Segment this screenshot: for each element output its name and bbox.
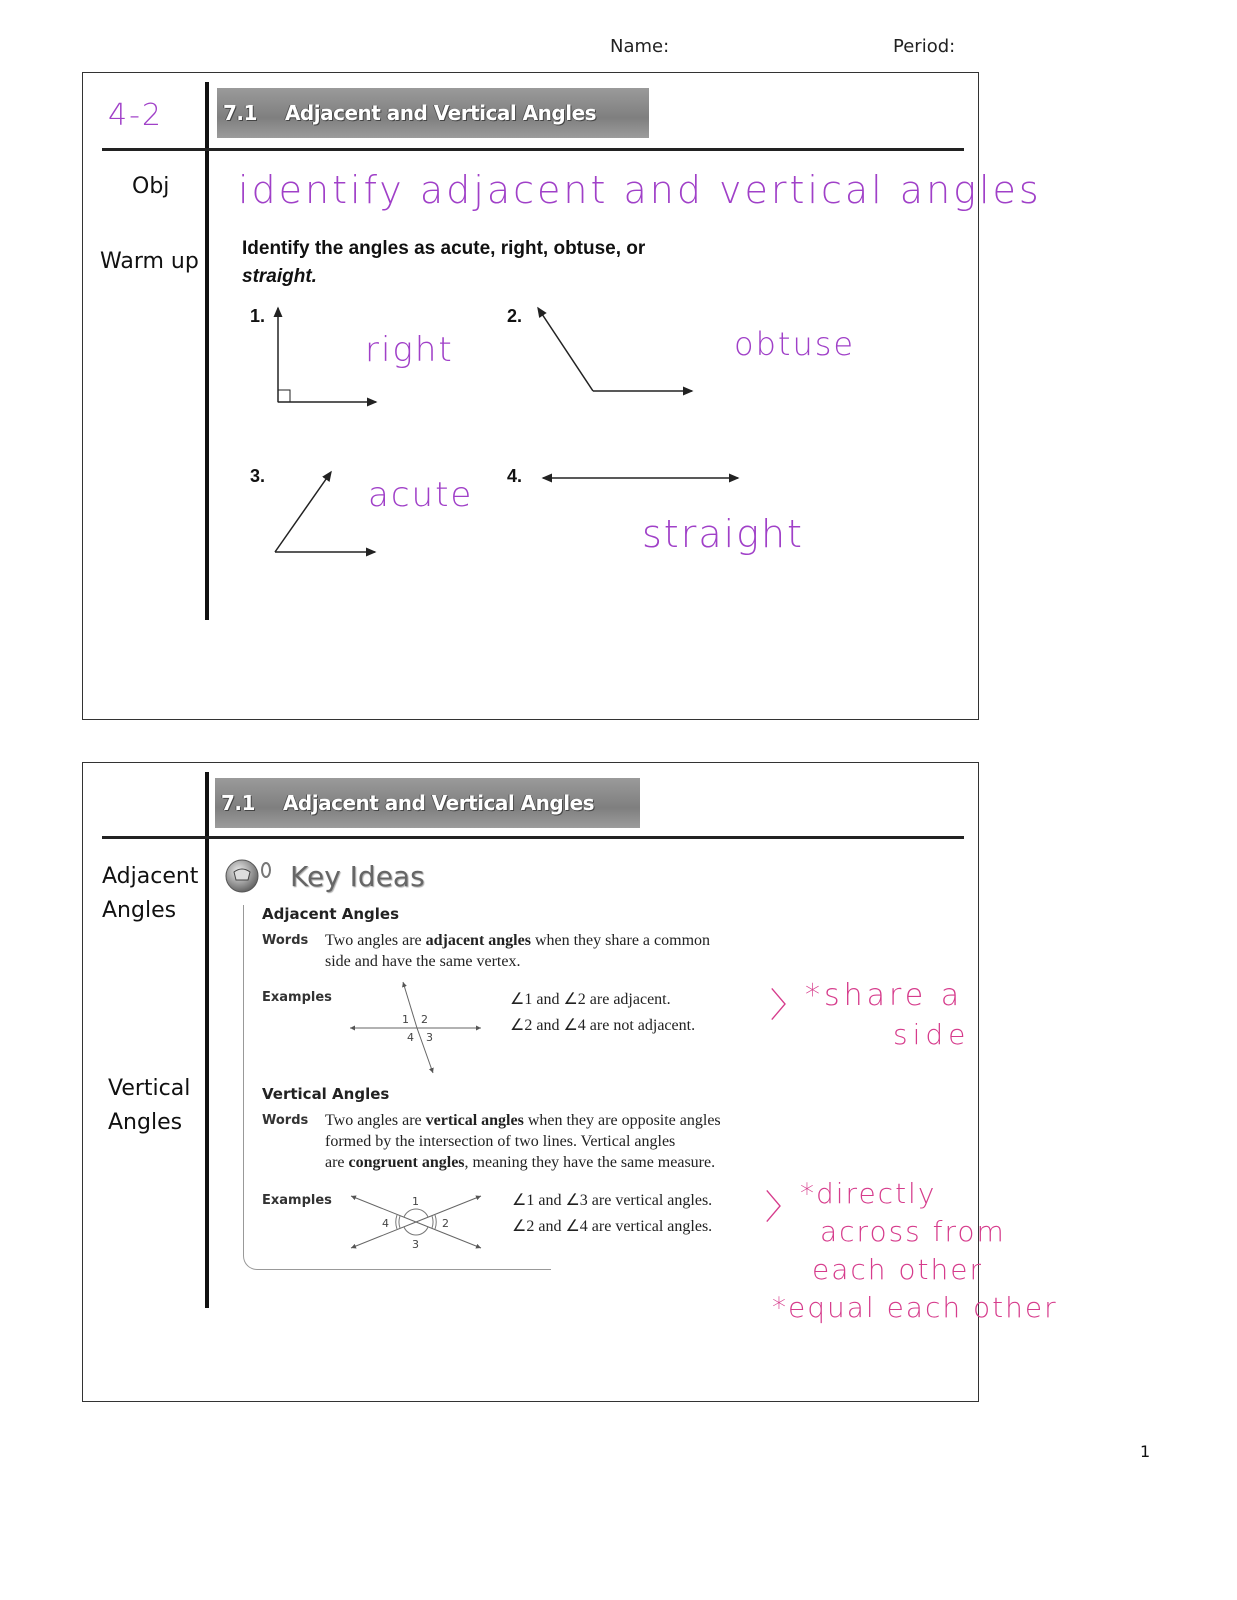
problem-4-answer: straight [642, 512, 804, 556]
banner-title: Adjacent and Vertical Angles [282, 791, 595, 815]
vertical-def-line-3-pre: are [325, 1154, 349, 1171]
adjacent-angles-diagram [345, 978, 485, 1076]
vertical-example-1: ∠1 and ∠3 are vertical angles. [512, 1192, 713, 1209]
adjacent-diagram-label-3: 3 [426, 1031, 433, 1044]
vertical-def-term: vertical angles [425, 1112, 524, 1129]
vertical-note-line-2: across from [820, 1215, 1006, 1248]
adjacent-examples-tag: Examples [262, 990, 332, 1005]
adjacent-def-term: adjacent angles [425, 932, 531, 949]
vertical-label-line-1: Vertical [108, 1076, 191, 1101]
adjacent-example-2: ∠2 and ∠4 are not adjacent. [510, 1017, 696, 1034]
period-label: Period: [893, 36, 956, 57]
problem-2-number: 2. [507, 306, 523, 326]
adjacent-angles-heading: Adjacent Angles [262, 905, 400, 923]
name-label: Name: [610, 36, 670, 57]
vertical-label-line-2: Angles [108, 1110, 183, 1135]
lesson-number-handwritten: 4-2 [108, 98, 163, 133]
slide-1-divider-vertical [205, 82, 209, 620]
vertical-def-post: when they are opposite angles [523, 1112, 721, 1129]
vertical-note-line-1: *directly [800, 1177, 937, 1210]
slide-2-divider-horizontal [102, 836, 964, 839]
problem-2-answer: obtuse [734, 325, 856, 363]
vertical-diagram-label-2: 2 [442, 1217, 449, 1230]
vertical-diagram-label-3: 3 [412, 1238, 419, 1251]
vertical-words-tag: Words [262, 1113, 309, 1128]
adjacent-def-pre: Two angles are [325, 932, 426, 949]
adjacent-words-tag: Words [262, 933, 309, 948]
warmup-prompt-line-1: Identify the angles as acute, right, obtuse, or [242, 238, 646, 259]
vertical-note [772, 1175, 1058, 1327]
key-ideas-icon [224, 858, 288, 894]
vertical-angles-label [108, 1072, 190, 1140]
adjacent-example-1: ∠1 and ∠2 are adjacent. [510, 991, 671, 1008]
vertical-examples-tag: Examples [262, 1193, 332, 1208]
vertical-def-line-2: formed by the intersection of two lines. Vertical angles [325, 1133, 676, 1150]
vertical-note-line-4: *equal each other [772, 1291, 1058, 1324]
objective-handwritten: identify adjacent and vertical angles [238, 168, 1042, 212]
vertical-examples [512, 1188, 712, 1240]
key-ideas-title: Key Ideas [290, 860, 425, 893]
vertical-definition [325, 1110, 795, 1173]
vertical-angles-heading: Vertical Angles [262, 1085, 390, 1103]
problem-1-answer: right [365, 330, 454, 370]
vertical-note-line-3: each other [812, 1253, 984, 1286]
problem-3-answer: acute [368, 475, 474, 515]
adjacent-diagram-label-1: 1 [402, 1013, 409, 1026]
adjacent-definition [325, 930, 795, 972]
problem-4-number: 4. [507, 466, 523, 486]
adjacent-examples [510, 987, 695, 1039]
banner-number: 7.1 [223, 101, 257, 125]
adjacent-def-post: when they share a common [530, 932, 711, 949]
vertical-def-line-3-term: congruent angles [348, 1154, 465, 1171]
warmup-label: Warm up [100, 249, 199, 274]
vertical-diagram-label-1: 1 [412, 1195, 419, 1208]
vertical-example-2: ∠2 and ∠4 are vertical angles. [512, 1218, 713, 1235]
banner-title: Adjacent and Vertical Angles [284, 101, 597, 125]
slide-2-divider-vertical [205, 772, 209, 1308]
obj-label: Obj [132, 174, 170, 199]
adjacent-diagram-label-2: 2 [421, 1013, 428, 1026]
banner-number: 7.1 [221, 791, 255, 815]
slide-1-banner [217, 88, 649, 138]
adjacent-note-line-2: side [893, 1018, 971, 1051]
adjacent-brace-handwritten: 〉 [770, 986, 806, 1026]
adjacent-diagram-label-4: 4 [407, 1031, 414, 1044]
vertical-angles-diagram [345, 1190, 490, 1255]
adjacent-note-line-1: *share a [805, 978, 964, 1013]
slide-2-banner [215, 778, 640, 828]
slide-1-divider-horizontal [102, 148, 964, 151]
vertical-def-pre: Two angles are [325, 1112, 426, 1129]
problem-3-number: 3. [250, 466, 266, 486]
page-number: 1 [1140, 1442, 1151, 1461]
vertical-diagram-label-4: 4 [382, 1217, 389, 1230]
obtuse-angle-diagram [530, 300, 700, 400]
vertical-def-line-3-post: , meaning they have the same measure. [464, 1154, 716, 1171]
problem-1-number: 1. [250, 306, 266, 326]
warmup-prompt-line-2: straight. [242, 266, 317, 287]
adjacent-def-line-2: side and have the same vertex. [325, 953, 521, 970]
adjacent-label-line-2: Angles [102, 898, 177, 923]
adjacent-label-line-1: Adjacent [102, 864, 199, 889]
adjacent-angles-label [102, 860, 198, 928]
warmup-prompt [242, 235, 722, 291]
vertical-brace-handwritten: 〉 [765, 1188, 801, 1228]
straight-angle-diagram [535, 468, 745, 488]
acute-angle-diagram [268, 465, 383, 560]
